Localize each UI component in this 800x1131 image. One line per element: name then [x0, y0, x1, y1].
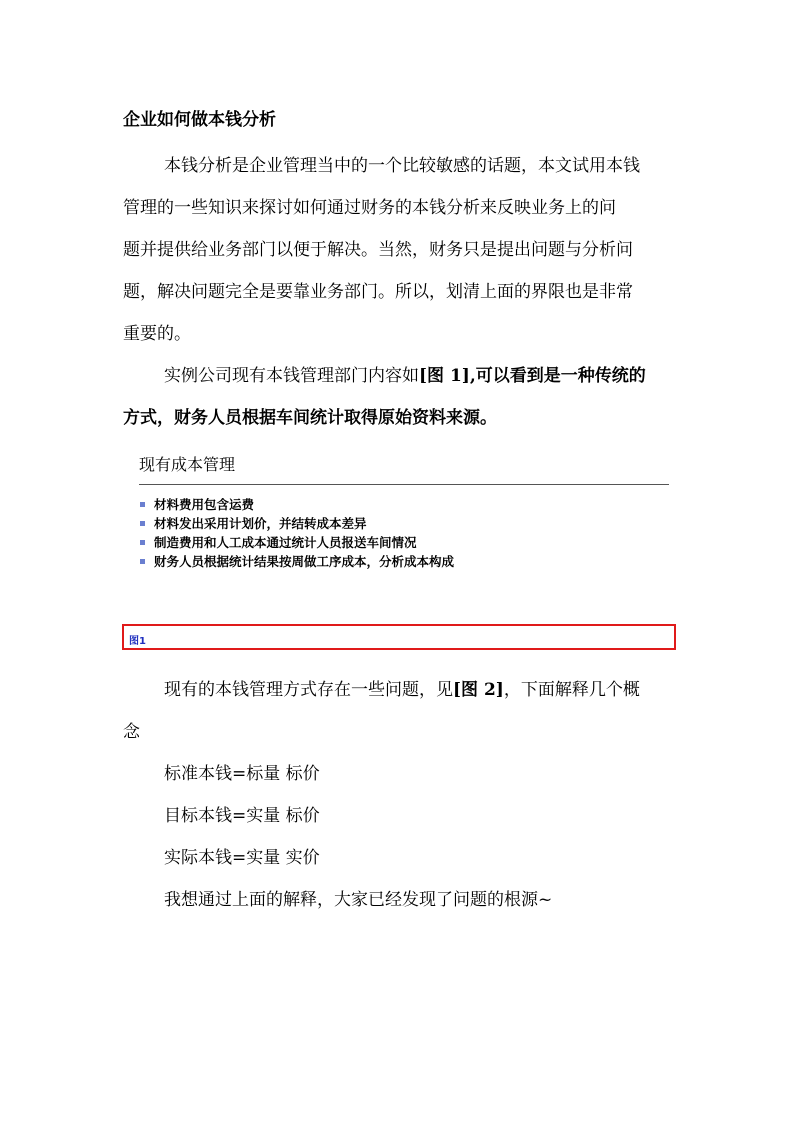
figure-bullet-item: 制造费用和人工成本通过统计人员报送车间情况 [139, 533, 454, 552]
document-title: 企业如何做本钱分析 [123, 110, 276, 130]
paragraph-1-line-5: 重要的。 [123, 324, 191, 344]
figure-bullet-item: 财务人员根据统计结果按周做工序成本，分析成本构成 [139, 552, 454, 571]
paragraph-3-line-2: 念 [123, 722, 140, 742]
paragraph-2-normal-run: 实例公司现有本钱管理部门内容如 [164, 366, 419, 386]
paragraph-3-line-1 [164, 675, 640, 700]
figure-caption-box [122, 624, 676, 650]
bullet-square-icon [140, 540, 145, 545]
formula-actual-cost: 实际本钱=实量 实价 [164, 848, 320, 868]
paragraph-1-line-3: 题并提供给业务部门以便于解决。当然，财务只是提出问题与分析问 [123, 240, 633, 260]
conclusion-line: 我想通过上面的解释，大家已经发现了问题的根源~ [164, 890, 553, 910]
paragraph-1-line-1: 本钱分析是企业管理当中的一个比较敏感的话题，本文试用本钱 [164, 156, 640, 176]
paragraph-3-normal-run: 现有的本钱管理方式存在一些问题，见 [164, 680, 453, 700]
bullet-square-icon [140, 521, 145, 526]
figure-caption: 图1 [129, 636, 146, 647]
paragraph-1-line-4: 题，解决问题完全是要靠业务部门。所以，划清上面的界限也是非常 [123, 282, 633, 302]
paragraph-3-bold-run: [图 2] [453, 680, 504, 700]
figure-title: 现有成本管理 [139, 455, 236, 474]
formula-target-cost: 目标本钱=实量 标价 [164, 806, 320, 826]
formula-standard-cost: 标准本钱=标量 标价 [164, 764, 320, 784]
bullet-square-icon [140, 559, 145, 564]
paragraph-2-bold-run: [图 1],可以看到是一种传统的 [419, 366, 646, 386]
figure-divider [139, 484, 669, 485]
paragraph-3-tail-run: ，下面解释几个概 [503, 680, 640, 700]
figure-bullet-list [139, 495, 454, 571]
figure-bullet-item: 材料费用包含运费 [139, 495, 454, 514]
paragraph-2-line-2: 方式，财务人员根据车间统计取得原始资料来源。 [123, 408, 497, 428]
bullet-square-icon [140, 502, 145, 507]
figure-bullet-item: 材料发出采用计划价，并结转成本差异 [139, 514, 454, 533]
paragraph-1-line-2: 管理的一些知识来探讨如何通过财务的本钱分析来反映业务上的问 [123, 198, 616, 218]
paragraph-2-line-1 [164, 361, 646, 386]
